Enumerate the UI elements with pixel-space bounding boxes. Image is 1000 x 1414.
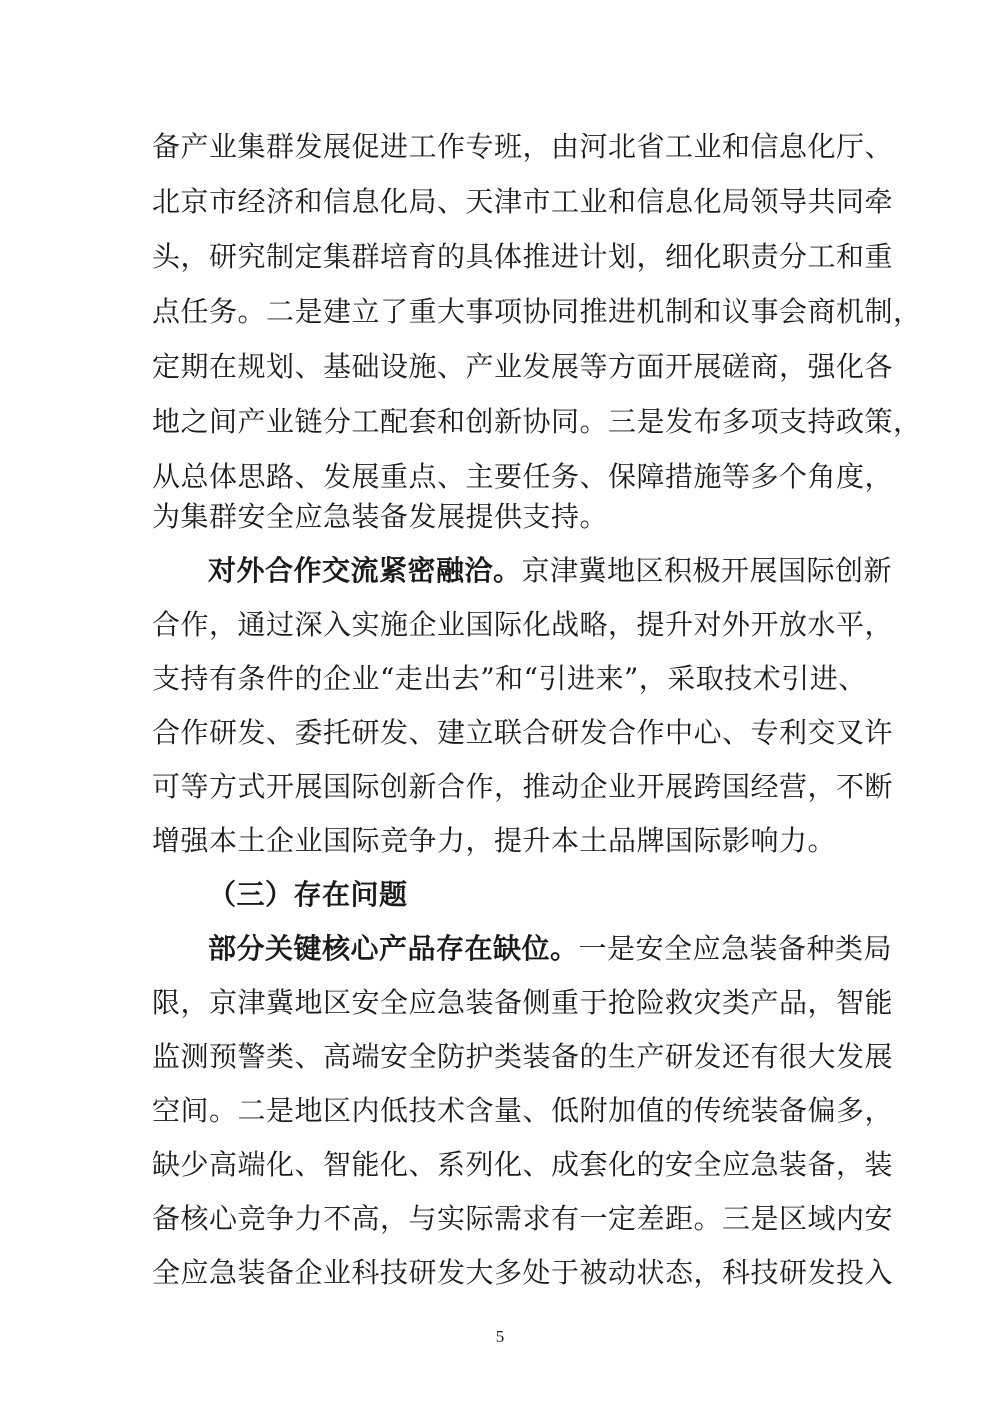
text-line: 点任务。二是建立了重大事项协同推进机制和议事会商机制， bbox=[152, 295, 922, 328]
text-line: 北京市经济和信息化局、天津市工业和信息化局领导共同牵 bbox=[152, 185, 894, 218]
paragraph-heading: 部分关键核心产品存在缺位。 bbox=[208, 932, 579, 965]
paragraph-text: 京津冀地区积极开展国际创新 bbox=[521, 554, 893, 587]
paragraph-first-line bbox=[208, 553, 893, 589]
section-heading: （三）存在问题 bbox=[208, 878, 408, 911]
text-line: 监测预警类、高端安全防护类装备的生产研发还有很大发展 bbox=[152, 1040, 894, 1073]
paragraph-text: 一是安全应急装备种类局 bbox=[578, 932, 893, 965]
text-line: 全应急装备企业科技研发大多处于被动状态，科技研发投入 bbox=[152, 1256, 894, 1289]
text-line: 限，京津冀地区安全应急装备侧重于抢险救灾类产品，智能 bbox=[152, 986, 894, 1019]
text-line: 空间。二是地区内低技术含量、低附加值的传统装备偏多， bbox=[152, 1094, 894, 1127]
text-line: 缺少高端化、智能化、系列化、成套化的安全应急装备，装 bbox=[152, 1148, 894, 1181]
paragraph-first-line bbox=[208, 931, 893, 967]
page-number: 5 bbox=[495, 1327, 505, 1346]
paragraph-heading: 对外合作交流紧密融洽。 bbox=[208, 554, 522, 587]
text-line: 支持有条件的企业“走出去”和“引进来”，采取技术引进、 bbox=[152, 662, 867, 695]
text-line: 备核心竞争力不高，与实际需求有一定差距。三是区域内安 bbox=[152, 1202, 894, 1235]
text-line: 合作研发、委托研发、建立联合研发合作中心、专利交叉许 bbox=[152, 716, 894, 749]
text-line: 合作，通过深入实施企业国际化战略，提升对外开放水平， bbox=[152, 608, 894, 641]
text-line: 定期在规划、基础设施、产业发展等方面开展磋商，强化各 bbox=[152, 350, 894, 383]
text-line: 备产业集群发展促进工作专班，由河北省工业和信息化厅、 bbox=[152, 130, 894, 163]
text-line: 可等方式开展国际创新合作，推动企业开展跨国经营，不断 bbox=[152, 770, 894, 803]
text-line: 地之间产业链分工配套和创新协同。三是发布多项支持政策， bbox=[152, 405, 922, 438]
text-line: 头，研究制定集群培育的具体推进计划，细化职责分工和重 bbox=[152, 240, 894, 273]
text-line: 从总体思路、发展重点、主要任务、保障措施等多个角度， bbox=[152, 460, 894, 493]
text-line: 为集群安全应急装备发展提供支持。 bbox=[152, 500, 609, 533]
text-line: 增强本土企业国际竞争力，提升本土品牌国际影响力。 bbox=[152, 824, 837, 857]
